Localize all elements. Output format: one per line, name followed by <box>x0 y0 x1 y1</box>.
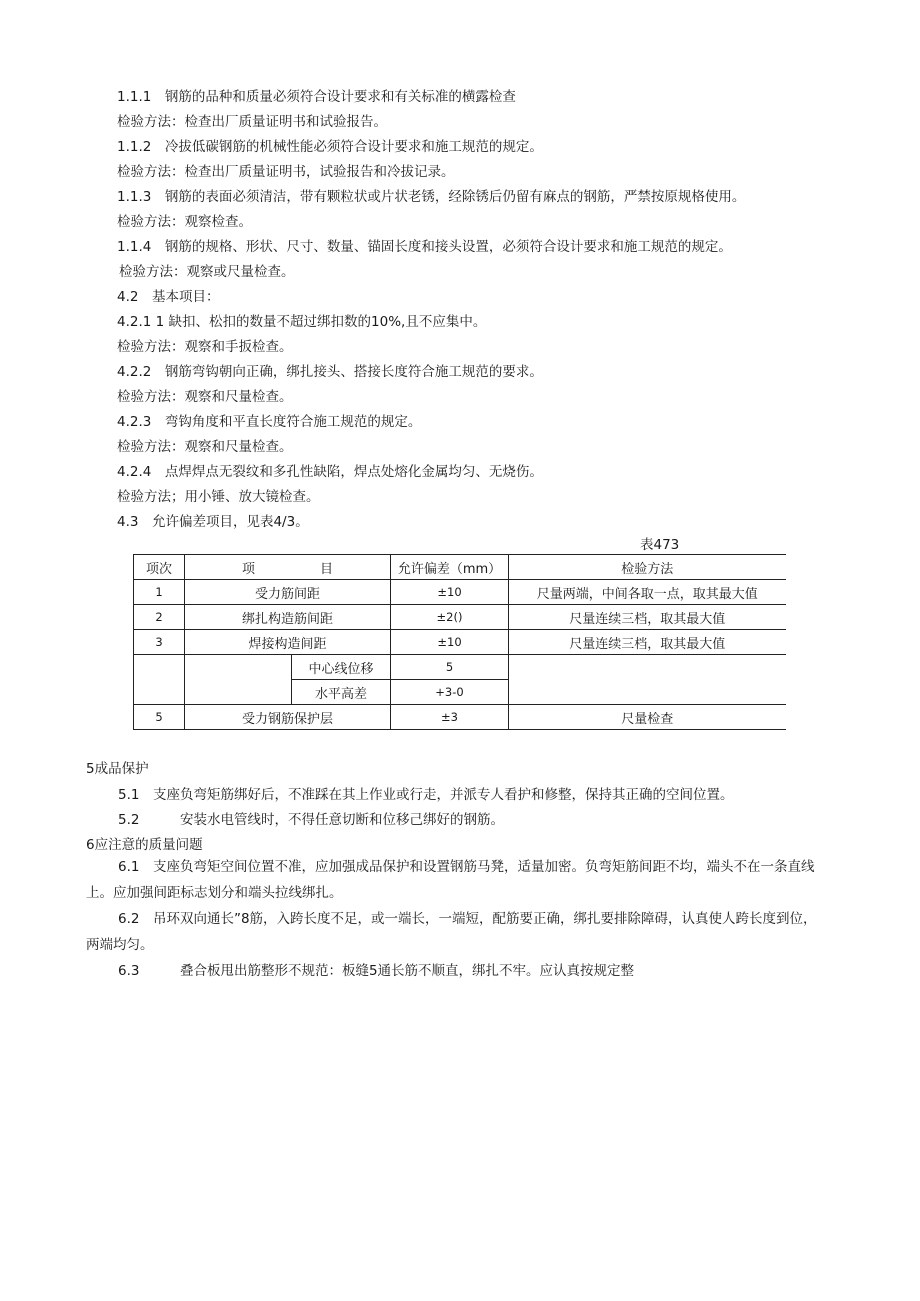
cell-no: 5 <box>134 705 185 730</box>
cell-method: 尺量检查 <box>509 705 786 730</box>
table-row <box>134 630 786 655</box>
text-line: 检验方法：观察检查。 <box>117 214 252 230</box>
text-line: 检验方法；用小锤、放大镜检查。 <box>117 489 320 505</box>
text-line: 4.2.3 弯钩角度和平直长度符合施工规范的规定。 <box>117 414 422 430</box>
cell-method: 尺量两端，中间各取一点，取其最大值 <box>509 580 786 605</box>
cell-no-empty <box>134 655 185 705</box>
paragraph: 6.3 叠合板甩出筋整形不规范：板缝5通长筋不顺直，绑扎不牢。应认真按规定整 <box>118 963 635 979</box>
text-line: 4.3 允许偏差项目，见表4/3。 <box>117 514 309 530</box>
cell-method: 尺量连续三档，取其最大值 <box>509 605 786 630</box>
table-row <box>134 705 786 730</box>
cell-subitem: 中心线位移 <box>292 655 391 680</box>
section-heading: 4.2 基本项目： <box>117 289 220 305</box>
cell-tolerance: +3-0 <box>391 680 509 705</box>
text-line: 1.1.2 冷拔低碳钢筋的机械性能必须符合设计要求和施工规范的规定。 <box>117 139 543 155</box>
section-heading: 5成品保护 <box>86 761 149 777</box>
header-method: 检验方法 <box>509 555 786 580</box>
cell-item: 绑扎构造筋间距 <box>185 605 391 630</box>
text-line: 检验方法：观察和手扳检查。 <box>117 339 293 355</box>
text-line: 检验方法：观察和尺量检查。 <box>117 389 293 405</box>
text-line: 4.2.1 1 缺扣、松扣的数量不超过绑扣数的10%,且不应集中。 <box>117 314 487 330</box>
cell-item-empty <box>185 655 292 705</box>
cell-tolerance: 5 <box>391 655 509 680</box>
paragraph: 6.2 吊环双向通长”8筋，入跨长度不足，或一端长，一端短，配筋要正确，绑扎要排除障碍，认真使人跨长度到位，两端均匀。 <box>86 911 817 953</box>
cell-item: 受力钢筋保护层 <box>185 705 391 730</box>
text-line: 4.2.2 钢筋弯钩朝向正确，绑扎接头、搭接长度符合施工规范的要求。 <box>117 364 543 380</box>
text-line: 检验方法：检查出厂质量证明书和试验报告。 <box>117 114 387 130</box>
paragraph: 6.1 支座负弯矩空间位置不准，应加强成品保护和设置钢筋马凳，适量加密。负弯矩筋间距不均，端头不在一条直线上。应加强间距标志划分和端头拉线绑扎。 <box>86 859 815 901</box>
header-tolerance: 允许偏差（mm） <box>391 555 509 580</box>
cell-method: 尺量连续三档，取其最大值 <box>509 630 786 655</box>
cell-item: 焊接构造间距 <box>185 630 391 655</box>
table-row <box>134 655 786 680</box>
section-heading: 6应注意的质量问题 <box>86 837 203 853</box>
cell-tolerance: ±10 <box>391 630 509 655</box>
paragraph: 5.1 支座负弯矩筋绑好后，不准踩在其上作业或行走，并派专人看护和修整，保持其正确的空间位置。 <box>118 787 734 803</box>
text-line: 4.2.4 点焊焊点无裂纹和多孔性缺陷，焊点处熔化金属均匀、无烧伤。 <box>117 464 543 480</box>
cell-tolerance: ±2() <box>391 605 509 630</box>
cell-no: 1 <box>134 580 185 605</box>
text-line: 检验方法：观察或尺量检查。 <box>119 264 295 280</box>
table-caption: 表473 <box>640 537 680 553</box>
cell-method-empty <box>509 655 786 705</box>
cell-subitem: 水平高差 <box>292 680 391 705</box>
text-line: 检验方法：观察和尺量检查。 <box>117 439 293 455</box>
text-line: 1.1.4 钢筋的规格、形状、尺寸、数量、锚固长度和接头设置，必须符合设计要求和施工规范的规定。 <box>117 239 732 255</box>
table-row <box>134 580 786 605</box>
tolerance-table <box>133 554 786 730</box>
cell-tolerance: ±10 <box>391 580 509 605</box>
text-line: 检验方法：检查出厂质量证明书，试验报告和冷拔记录。 <box>117 164 455 180</box>
cell-no: 2 <box>134 605 185 630</box>
cell-no: 3 <box>134 630 185 655</box>
header-item: 项 目 <box>185 555 391 580</box>
text-line: 1.1.3 钢筋的表面必须清洁，带有颗粒状或片状老锈，经除锈后仍留有麻点的钢筋，严禁按原规格使用。 <box>117 189 746 205</box>
cell-item: 受力筋间距 <box>185 580 391 605</box>
table-row <box>134 605 786 630</box>
paragraph: 5.2 安装水电管线时，不得任意切断和位移己绑好的钢筋。 <box>118 812 504 828</box>
text-line: 1.1.1 钢筋的品种和质量必须符合设计要求和有关标准的横露检查 <box>117 89 516 105</box>
table-header-row <box>134 555 786 580</box>
header-no: 项次 <box>134 555 185 580</box>
cell-tolerance: ±3 <box>391 705 509 730</box>
